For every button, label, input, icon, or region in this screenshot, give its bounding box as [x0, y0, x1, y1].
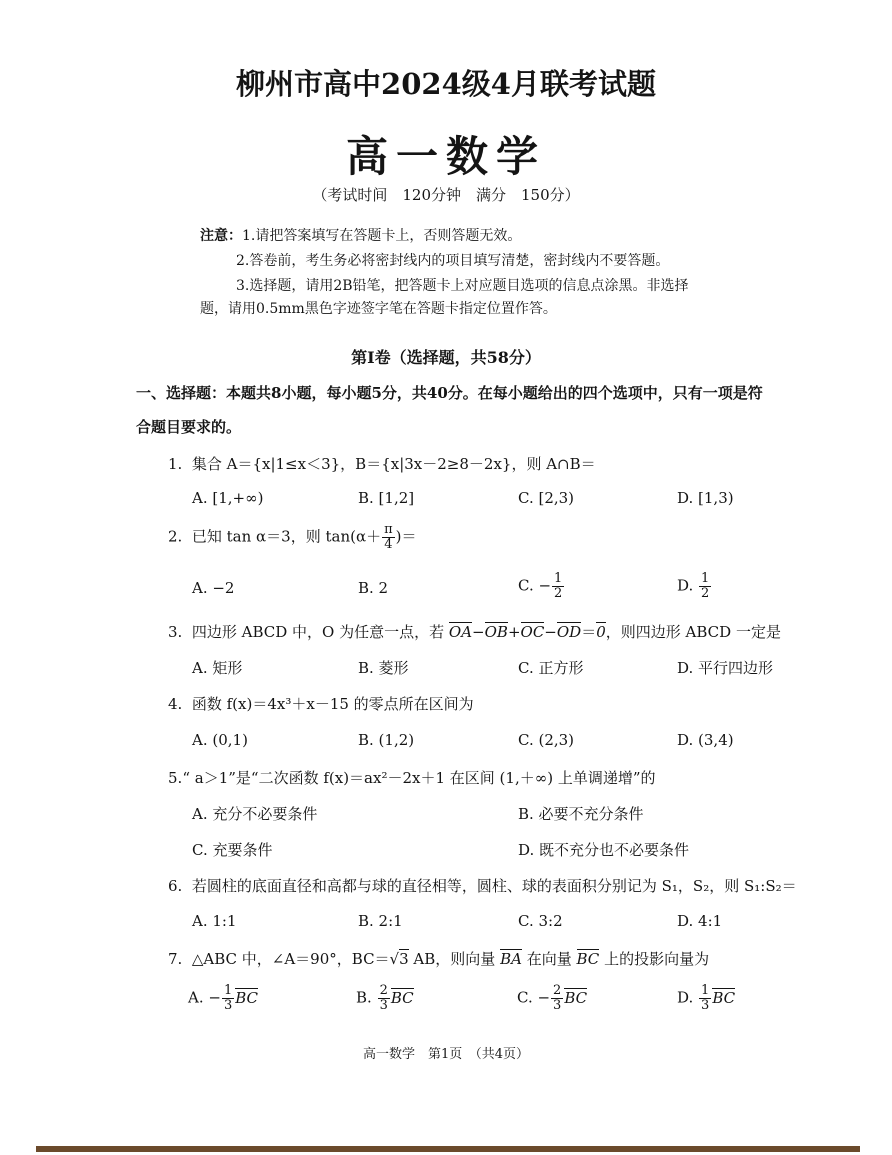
vector: OA [448, 623, 473, 641]
question-number: 6. [168, 877, 183, 895]
fraction-denominator: 4 [384, 537, 393, 552]
note-item: 2.答卷前，考生务必将密封线内的项目填写清楚，密封线内不要答题。 [236, 253, 670, 269]
note-item: 3.选择题，请用2B铅笔，把答题卡上对应题目选项的信息点涂黑。非选择 [236, 278, 689, 294]
option-d: D. 平行四边形 [677, 659, 774, 677]
option-b: B. 2:1 [358, 912, 403, 930]
operator: − [472, 623, 485, 641]
vector: BC [564, 988, 588, 1007]
operator: − [544, 623, 557, 641]
fraction [699, 984, 711, 1013]
option-label: A. − [188, 988, 221, 1007]
option-a: A. [1,+∞) [192, 489, 264, 507]
option-c [517, 984, 587, 1013]
fraction-numerator: 1 [701, 983, 710, 998]
question-number: 7. [168, 950, 183, 968]
operator: ＝ [581, 623, 597, 641]
question-5 [168, 767, 656, 788]
question-text: 上的投影向量为 [604, 950, 710, 968]
fraction-numerator: π [384, 522, 393, 537]
part-heading-line-1: 一、选择题：本题共8小题，每小题5分，共40分。在每小题给出的四个选项中，只有一项是符 [136, 384, 763, 402]
option-b: B. 菱形 [358, 659, 409, 677]
note-item: 题，请用0.5mm黑色字迹签字笔在答题卡指定位置作答。 [200, 301, 557, 317]
question-text: ，则四边形 ABCD 一定是 [605, 623, 781, 641]
fraction-numerator: 1 [554, 571, 563, 586]
fraction-numerator: 1 [701, 571, 710, 586]
notes-label: 注意： [200, 228, 242, 244]
option-label: D. [677, 988, 699, 1007]
option-b: B. 必要不充分条件 [518, 805, 644, 823]
question-text: 四边形 ABCD 中，O 为任意一点，若 [191, 623, 445, 641]
page-footer: 高一数学 第1页 （共4页） [362, 1047, 530, 1062]
question-number: 4. [168, 695, 183, 713]
operator: + [507, 623, 521, 641]
fraction-denominator: 3 [553, 998, 562, 1013]
question-number: 5. [168, 769, 183, 787]
option-c: C. [2,3) [518, 489, 575, 507]
question-text: △ABC 中，∠A＝90°，BC＝ [191, 950, 390, 968]
option-c: C. (2,3) [518, 731, 575, 749]
fraction-denominator: 2 [701, 586, 710, 601]
vector: BC [576, 950, 600, 968]
option-d: D. 4:1 [677, 912, 723, 930]
question-text: “ a＞1”是“二次函数 f(x)＝ax²－2x＋1 在区间 (1,＋∞) 上单调递增”的 [182, 769, 656, 787]
question-1 [168, 453, 596, 474]
fraction-numerator: 2 [553, 983, 562, 998]
option-a: A. 1:1 [192, 912, 237, 930]
question-number: 1. [168, 455, 183, 473]
question-number: 3. [168, 623, 183, 641]
question-7 [168, 948, 709, 969]
option-d: D. (3,4) [677, 731, 734, 749]
notes-line-1 [200, 225, 521, 245]
vector: BC [712, 988, 736, 1007]
vector: BA [500, 950, 522, 968]
exam-meta: （考试时间 120分钟 满分 150分） [312, 186, 580, 204]
question-text: AB，则向量 [408, 950, 496, 968]
vector: BC [390, 988, 414, 1007]
option-c: C. 充要条件 [192, 841, 273, 859]
question-3 [168, 621, 781, 642]
note-item: 1.请把答案填写在答题卡上，否则答题无效。 [242, 228, 522, 244]
fraction [552, 572, 564, 601]
option-c: C. 3:2 [518, 912, 563, 930]
option-label: C. − [517, 988, 551, 1007]
fraction [551, 984, 563, 1013]
question-text: 函数 f(x)＝4x³＋x－15 的零点所在区间为 [191, 695, 474, 713]
question-text: 在向量 [526, 950, 572, 968]
option-d [677, 984, 735, 1013]
option-d: D. [1,3) [677, 489, 734, 507]
fraction-denominator: 3 [379, 998, 388, 1013]
option-label: C. − [518, 576, 552, 595]
vector: OB [484, 623, 508, 641]
option-d [677, 572, 712, 601]
exam-title: 柳州市高中2024级4月联考试题 [236, 67, 656, 101]
question-text: 若圆柱的底面直径和高都与球的直径相等，圆柱、球的表面积分别记为 S₁，S₂，则 S₁:S₂＝ [191, 877, 797, 895]
option-label: D. [677, 576, 699, 595]
fraction-numerator: 1 [223, 983, 233, 998]
fraction [382, 523, 395, 552]
option-b [356, 984, 414, 1013]
question-2 [168, 523, 417, 552]
option-b: B. 2 [358, 579, 389, 597]
fraction-numerator: 2 [379, 983, 388, 998]
vector: OD [556, 623, 582, 641]
option-a: A. 矩形 [192, 659, 243, 677]
question-6 [168, 875, 797, 896]
question-number: 2. [168, 527, 183, 546]
sqrt-radicand: 3 [399, 950, 409, 968]
vector: OC [520, 623, 545, 641]
exam-subject: 高一数学 [345, 132, 546, 181]
vector: BC [235, 988, 258, 1007]
option-a: A. (0,1) [192, 731, 248, 749]
question-text: 集合 A＝{x|1≤x＜3}，B＝{x|3x－2≥8－2x}，则 A∩B＝ [191, 455, 596, 473]
zero-vector: 0 [596, 623, 606, 641]
question-4 [168, 693, 474, 714]
part-heading-line-2: 合题目要求的。 [136, 418, 242, 436]
option-c [518, 572, 565, 601]
option-a: A. 充分不必要条件 [192, 805, 318, 823]
question-text: 已知 tan α＝3，则 tan(α＋ [191, 527, 382, 546]
option-b: B. (1,2) [358, 731, 415, 749]
option-b: B. [1,2] [358, 489, 415, 507]
fraction-denominator: 2 [554, 586, 563, 601]
option-label: B. [356, 988, 377, 1007]
section-heading: 第Ⅰ卷（选择题，共58分） [351, 348, 541, 367]
fraction [222, 984, 234, 1013]
question-text: )＝ [395, 527, 417, 546]
scan-edge [36, 1146, 860, 1152]
fraction [699, 572, 711, 601]
fraction-denominator: 3 [223, 998, 233, 1013]
option-a [188, 984, 258, 1013]
fraction-denominator: 3 [701, 998, 710, 1013]
option-d: D. 既不充分也不必要条件 [518, 841, 690, 859]
option-c: C. 正方形 [518, 659, 584, 677]
option-a: A. −2 [192, 579, 235, 597]
fraction [378, 984, 390, 1013]
sqrt-sign: √ [389, 950, 400, 968]
